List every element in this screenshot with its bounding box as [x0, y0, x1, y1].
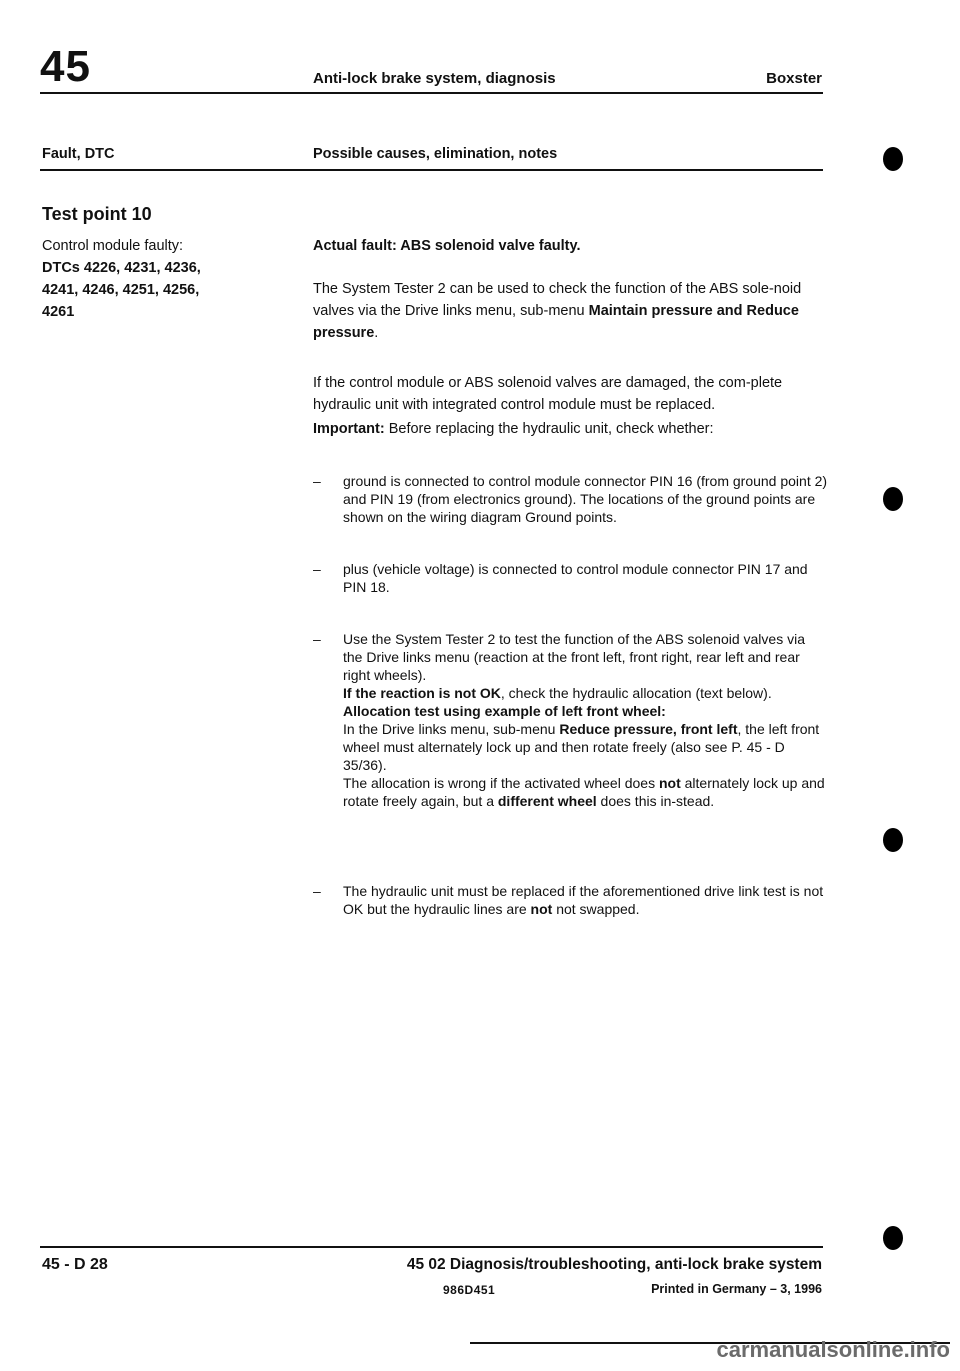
- check-item-tester-body: [343, 630, 828, 810]
- check-item-tester: [313, 630, 828, 810]
- page-number: 45 - D 28: [42, 1256, 108, 1273]
- actual-fault: Actual fault: ABS solenoid valve faulty.: [313, 238, 581, 254]
- paragraph-important: [313, 418, 823, 440]
- allocation-text-2: , the left front wheel must alternately lock up and then rotate freely (also see P. 45 - D 35/36).: [343, 721, 820, 773]
- binder-dot-4: [883, 1226, 903, 1250]
- header-title: Anti-lock brake system, diagnosis: [313, 70, 556, 87]
- replace-text-1: The hydraulic unit must be replaced if the aforementioned drive link test is not OK but the hydraulic lines are: [343, 883, 824, 917]
- column-header-rule: [40, 169, 823, 171]
- footer-document-code: 986D451: [443, 1283, 496, 1297]
- allocation-wrong-note: [343, 774, 828, 810]
- footer-print-info: Printed in Germany – 3, 1996: [651, 1282, 822, 1296]
- column-header-causes: Possible causes, elimination, notes: [313, 146, 558, 162]
- replace-text-2: not swapped.: [552, 901, 640, 917]
- reaction-not-ok-label: If the reaction is not OK: [343, 685, 501, 701]
- dtc-list-line-3: 4261: [42, 304, 75, 320]
- binder-dot-1: [883, 147, 903, 171]
- chapter-number: 45: [40, 42, 91, 91]
- wrong-text-3: does this in-stead.: [596, 793, 715, 809]
- allocation-text-1: In the Drive links menu, sub-menu: [343, 721, 560, 737]
- header-model: Boxster: [766, 70, 822, 87]
- paragraph-system-tester-end: .: [374, 325, 379, 341]
- paragraph-damage: If the control module or ABS solenoid valves are damaged, the com-plete hydraulic unit with integrated control module must be replaced.: [313, 375, 783, 413]
- paragraph-system-tester-text: The System Tester 2 can be used to check the function of the ABS sole-noid valves via the Drive links menu, sub-menu: [313, 281, 802, 319]
- important-label: Important:: [313, 421, 385, 437]
- wrong-text-1: The allocation is wrong if the activated wheel does: [343, 775, 659, 791]
- dtc-list-line-2: 4241, 4246, 4251, 4256,: [42, 282, 200, 298]
- binder-dot-2: [883, 487, 903, 511]
- test-point-title: Test point 10: [42, 204, 152, 224]
- check-item-plus: [313, 560, 828, 596]
- reaction-not-ok-text: , check the hydraulic allocation (text below).: [500, 685, 772, 701]
- check-item-ground-text: ground is connected to control module connector PIN 16 (from ground point 2) and PIN 19 (from electronics ground). The locations of the ground points are shown on the wiring diagram Ground points.: [343, 473, 828, 525]
- dash-marker: –: [313, 473, 321, 489]
- watermark: carmanualsonline.info: [716, 1337, 950, 1362]
- allocation-menu: Reduce pressure, front left: [559, 721, 738, 737]
- dash-marker: –: [313, 883, 321, 899]
- footer-rule: [40, 1246, 823, 1248]
- allocation-test-heading: Allocation test using example of left front wheel:: [343, 703, 666, 719]
- check-item-replace: [313, 882, 828, 918]
- wrong-text-2: alternately lock up and rotate freely again, but a: [343, 775, 825, 809]
- check-item-plus-text: plus (vehicle voltage) is connected to control module connector PIN 17 and PIN 18.: [343, 561, 808, 595]
- allocation-test-procedure: [343, 720, 828, 774]
- fault-label: Control module faulty:: [42, 238, 184, 254]
- check-item-replace-text: [343, 882, 828, 918]
- paragraph-system-tester-menu: Maintain pressure and Reduce pressure: [313, 303, 799, 341]
- check-item-ground: [313, 472, 828, 526]
- footer-section-title: 45 02 Diagnosis/troubleshooting, anti-lock brake system: [406, 1256, 822, 1273]
- wrong-not: not: [658, 775, 681, 791]
- dash-marker: –: [313, 631, 321, 647]
- binder-dot-3: [883, 828, 903, 852]
- important-text: Before replacing the hydraulic unit, check whether:: [384, 421, 714, 437]
- dtc-list-line-1: DTCs 4226, 4231, 4236,: [42, 260, 201, 276]
- column-header-fault: Fault, DTC: [42, 146, 115, 162]
- paragraph-system-tester: [313, 278, 823, 344]
- header-rule: [40, 92, 823, 94]
- replace-not: not: [530, 901, 553, 917]
- dash-marker: –: [313, 561, 321, 577]
- fault-description: [42, 235, 292, 323]
- tester-instruction: Use the System Tester 2 to test the function of the ABS solenoid valves via the Drive links menu (reaction at the front left, front right, rear left and rear right wheels).: [343, 631, 805, 683]
- reaction-not-ok: [343, 684, 828, 702]
- wrong-different-wheel: different wheel: [497, 793, 597, 809]
